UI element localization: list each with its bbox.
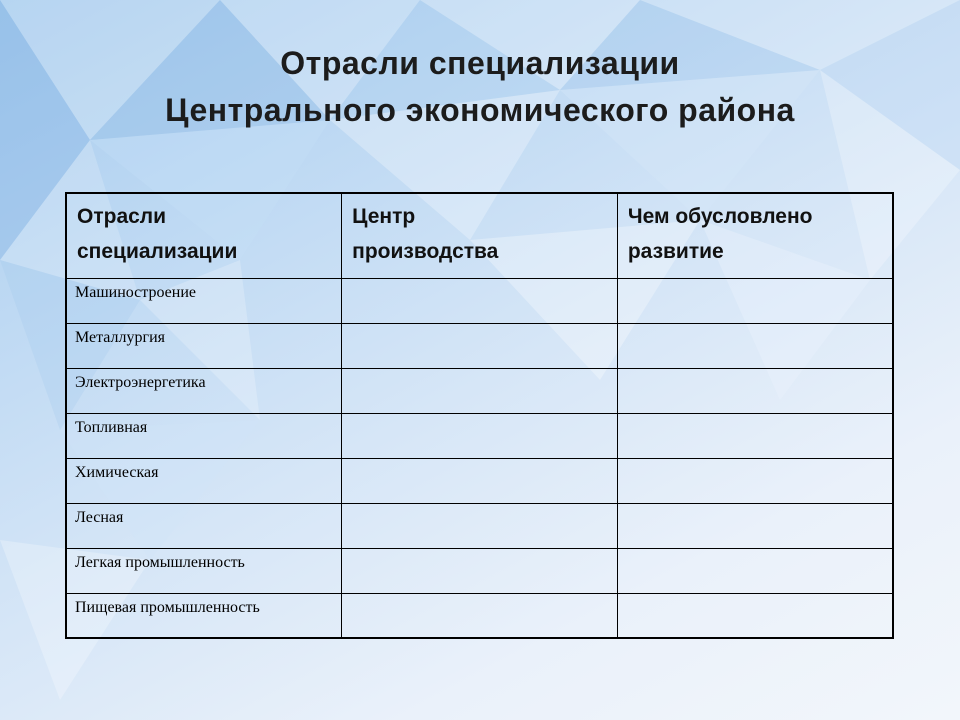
table-row xyxy=(66,368,893,413)
column-header-reason-line1: Чем обусловлено xyxy=(627,205,813,228)
cell-center xyxy=(342,278,618,323)
column-header-industries-line1: Отрасли xyxy=(77,205,167,228)
slide-title-line1: Отрасли специализации xyxy=(280,45,680,81)
cell-center xyxy=(342,413,618,458)
table-row xyxy=(66,503,893,548)
cell-reason xyxy=(617,368,893,413)
cell-center xyxy=(342,368,618,413)
cell-center xyxy=(342,503,618,548)
table-row xyxy=(66,278,893,323)
column-header-center-line1: Центр xyxy=(352,205,416,228)
column-header-center xyxy=(342,193,618,278)
cell-reason xyxy=(617,413,893,458)
cell-reason xyxy=(617,278,893,323)
cell-industry: Электроэнергетика xyxy=(66,368,342,413)
cell-industry: Топливная xyxy=(66,413,342,458)
table-row xyxy=(66,593,893,638)
cell-industry: Металлургия xyxy=(66,323,342,368)
table-row xyxy=(66,548,893,593)
cell-reason xyxy=(617,548,893,593)
cell-industry: Легкая промышленность xyxy=(66,548,342,593)
slide-title xyxy=(0,40,960,134)
cell-industry: Лесная xyxy=(66,503,342,548)
table-row xyxy=(66,458,893,503)
table-row xyxy=(66,323,893,368)
cell-industry: Химическая xyxy=(66,458,342,503)
cell-center xyxy=(342,458,618,503)
table-row xyxy=(66,413,893,458)
column-header-center-line2: производства xyxy=(352,240,499,263)
cell-industry: Пищевая промышленность xyxy=(66,593,342,638)
cell-center xyxy=(342,323,618,368)
cell-reason xyxy=(617,323,893,368)
cell-industry: Машиностроение xyxy=(66,278,342,323)
cell-center xyxy=(342,593,618,638)
slide-title-line2: Центрального экономического района xyxy=(165,92,795,128)
cell-reason xyxy=(617,458,893,503)
cell-reason xyxy=(617,503,893,548)
cell-center xyxy=(342,548,618,593)
specialization-table xyxy=(65,192,894,639)
table-header-row xyxy=(66,193,893,278)
column-header-industries-line2: специализации xyxy=(77,240,238,263)
column-header-industries xyxy=(66,193,342,278)
column-header-reason xyxy=(617,193,893,278)
column-header-reason-line2: развитие xyxy=(627,240,724,263)
cell-reason xyxy=(617,593,893,638)
